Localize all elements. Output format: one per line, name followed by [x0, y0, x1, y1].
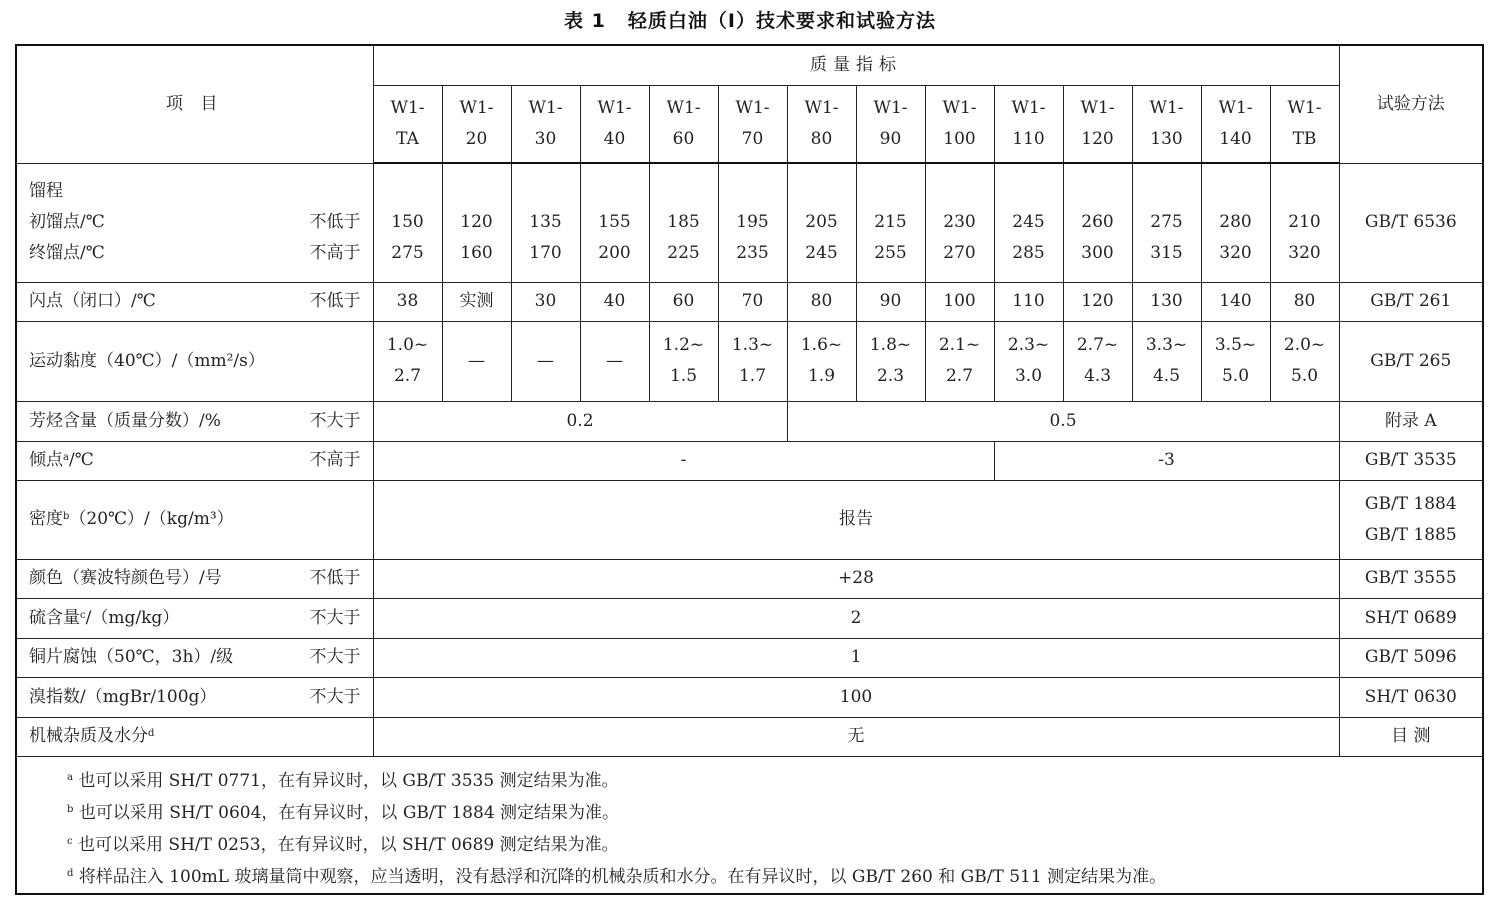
pour-method: GB/T 3535: [1339, 441, 1483, 480]
distillation-value-cell: [1132, 163, 1201, 282]
viscosity-min: 1.6~: [800, 335, 843, 355]
color-value: +28: [373, 559, 1339, 598]
flash-value: 60: [649, 282, 718, 321]
ibp-label: 初馏点/℃: [29, 212, 105, 232]
density-method-2: GB/T 1885: [1364, 524, 1457, 545]
viscosity-max: 2.3: [876, 366, 905, 386]
fbp-value: 320: [1288, 243, 1321, 264]
footnotes-row: [16, 756, 1483, 894]
viscosity-max: 1.5: [669, 366, 698, 386]
grade-header-cell: [1201, 85, 1270, 163]
flash-value: 100: [925, 282, 994, 321]
distillation-value-cell: [787, 163, 856, 282]
grade-code: 90: [879, 128, 902, 149]
aromatics-label: 芳烃含量（质量分数）/%: [29, 410, 221, 431]
footnote-text: 也可以采用 SH/T 0771，在有异议时，以 GB/T 3535 测定结果为准。: [78, 770, 619, 791]
pour-label: 倾点: [29, 450, 63, 470]
footnote-text: 将样品注入 100mL 玻璃量筒中观察，应当透明，没有悬浮和沉降的机械杂质和水分。在有异议时，以 GB/T 260 和 GB/T 511 测定结果为准。: [78, 866, 1167, 887]
grade-prefix: W1-: [597, 97, 632, 118]
footnote-item: [67, 829, 1482, 861]
copper-value: 1: [373, 638, 1339, 677]
viscosity-min: 1.3~: [731, 335, 774, 355]
viscosity-value-cell: [787, 321, 856, 401]
fbp-value: 235: [736, 243, 769, 264]
grade-code: TA: [396, 128, 419, 149]
sulfur-method: SH/T 0689: [1339, 598, 1483, 638]
density-row: [16, 480, 1483, 559]
distillation-value-cell: [580, 163, 649, 282]
density-label-cell: [16, 480, 373, 559]
ibp-value: 120: [460, 212, 493, 233]
grade-header-cell: [511, 85, 580, 163]
ibp-value: 210: [1288, 212, 1321, 233]
grade-code: 70: [741, 128, 764, 149]
distillation-value-cell: [1063, 163, 1132, 282]
pour-limit: 不高于: [309, 450, 361, 470]
grade-code: 140: [1219, 128, 1252, 149]
fbp-value: 320: [1219, 243, 1252, 264]
fbp-value: 315: [1150, 243, 1183, 264]
grade-header-cell: [1270, 85, 1339, 163]
viscosity-value-cell: [1063, 321, 1132, 401]
viscosity-value-cell: [511, 321, 580, 401]
fbp-value: 300: [1081, 243, 1114, 264]
viscosity-dash: —: [537, 350, 554, 371]
grade-code: 60: [672, 128, 695, 149]
viscosity-value-cell: [373, 321, 442, 401]
fbp-value: 200: [598, 243, 631, 264]
aromatics-method: 附录 A: [1339, 401, 1483, 441]
viscosity-label-cell: [16, 321, 373, 401]
viscosity-min: 2.3~: [1007, 335, 1050, 355]
flash-value: 38: [373, 282, 442, 321]
distillation-value-cell: [925, 163, 994, 282]
distillation-value-cell: [442, 163, 511, 282]
grade-prefix: W1-: [1080, 97, 1115, 118]
bromine-label-cell: [16, 677, 373, 717]
viscosity-dash: —: [468, 350, 485, 371]
viscosity-method: GB/T 265: [1339, 321, 1483, 401]
viscosity-value-cell: [442, 321, 511, 401]
grade-header-cell: [787, 85, 856, 163]
viscosity-value-cell: [1132, 321, 1201, 401]
flash-label: 闪点（闭口）/℃: [29, 291, 156, 311]
viscosity-value-cell: [1201, 321, 1270, 401]
fbp-label: 终馏点/℃: [29, 243, 105, 263]
pour-value-a: -: [373, 441, 994, 480]
viscosity-value-cell: [925, 321, 994, 401]
flash-value: 实测: [442, 282, 511, 321]
aromatics-value-a: 0.2: [373, 401, 787, 441]
bromine-row: [16, 677, 1483, 717]
grade-prefix: W1-: [804, 97, 839, 118]
ibp-value: 195: [736, 212, 769, 233]
grade-header-cell: [718, 85, 787, 163]
copper-limit: 不大于: [309, 647, 361, 667]
sulfur-value: 2: [373, 598, 1339, 638]
footnote-mark: a: [67, 771, 73, 783]
pour-footnote-mark: a: [63, 452, 69, 463]
fbp-value: 170: [529, 243, 562, 264]
flash-value: 80: [787, 282, 856, 321]
ibp-limit: 不低于: [309, 212, 361, 232]
grade-prefix: W1-: [1011, 97, 1046, 118]
grade-code: 30: [534, 128, 557, 149]
table-number: 表 1: [564, 10, 606, 32]
distillation-value-cell: [1201, 163, 1270, 282]
viscosity-min: 3.5~: [1214, 335, 1257, 355]
grade-header-cell: [373, 85, 442, 163]
quality-header: 质量指标: [373, 45, 1339, 85]
copper-method: GB/T 5096: [1339, 638, 1483, 677]
viscosity-value-cell: [1270, 321, 1339, 401]
ibp-value: 230: [943, 212, 976, 233]
sulfur-label-cell: [16, 598, 373, 638]
fbp-value: 160: [460, 243, 493, 264]
grade-header-cell: [994, 85, 1063, 163]
sulfur-label: 硫含量: [29, 607, 80, 628]
viscosity-row: [16, 321, 1483, 401]
density-method: [1339, 480, 1483, 559]
distillation-label-cell: [16, 163, 373, 282]
grade-header-cell: [1063, 85, 1132, 163]
pour-point-row: [16, 441, 1483, 480]
grade-code: 120: [1081, 128, 1114, 149]
method-header: 试验方法: [1339, 45, 1483, 163]
grade-prefix: W1-: [459, 97, 494, 118]
flash-value: 40: [580, 282, 649, 321]
fbp-value: 275: [391, 243, 424, 264]
fbp-value: 270: [943, 243, 976, 264]
grade-code: 80: [810, 128, 833, 149]
grade-header-cell: [580, 85, 649, 163]
flash-limit: 不低于: [309, 291, 361, 311]
table-title-text: 轻质白油（Ⅰ）技术要求和试验方法: [627, 10, 936, 32]
pour-label-cell: [16, 441, 373, 480]
distillation-value-cell: [511, 163, 580, 282]
ibp-value: 260: [1081, 212, 1114, 233]
footnote-item: [67, 797, 1482, 829]
flash-value: 70: [718, 282, 787, 321]
aromatics-label-cell: [16, 401, 373, 441]
fbp-value: 225: [667, 243, 700, 264]
viscosity-dash: —: [606, 350, 623, 371]
fbp-value: 285: [1012, 243, 1045, 264]
sulfur-footnote-mark: c: [80, 609, 86, 621]
distillation-method: GB/T 6536: [1339, 163, 1483, 282]
ibp-value: 150: [391, 212, 424, 233]
bromine-value: 100: [373, 677, 1339, 717]
viscosity-min: 3.3~: [1145, 335, 1188, 355]
color-label: 颜色（赛波特颜色号）/号: [29, 568, 222, 588]
density-label: 密度: [29, 509, 63, 529]
grade-prefix: W1-: [1218, 97, 1253, 118]
ibp-value: 155: [598, 212, 631, 233]
grade-prefix: W1-: [1287, 97, 1322, 118]
aromatics-value-b: 0.5: [787, 401, 1339, 441]
grade-code: 110: [1012, 128, 1045, 149]
grade-code: 130: [1150, 128, 1183, 149]
distillation-value-cell: [649, 163, 718, 282]
impurities-footnote-mark: d: [148, 728, 155, 739]
color-method: GB/T 3555: [1339, 559, 1483, 598]
grade-code: 100: [943, 128, 976, 149]
grade-header-cell: [649, 85, 718, 163]
grade-header-cell: [856, 85, 925, 163]
bromine-method: SH/T 0630: [1339, 677, 1483, 717]
viscosity-max: 4.5: [1152, 366, 1181, 386]
flash-method: GB/T 261: [1339, 282, 1483, 321]
viscosity-min: 1.8~: [869, 335, 912, 355]
density-footnote-mark: b: [63, 511, 70, 522]
flash-value: 130: [1132, 282, 1201, 321]
copper-label-cell: [16, 638, 373, 677]
viscosity-max: 2.7: [393, 366, 422, 386]
footnote-mark: c: [67, 835, 73, 847]
impurities-label: 机械杂质及水分: [29, 726, 148, 746]
flash-value: 80: [1270, 282, 1339, 321]
copper-label: 铜片腐蚀（50℃，3h）/级: [29, 647, 234, 667]
viscosity-min: 2.0~: [1283, 335, 1326, 355]
distillation-value-cell: [718, 163, 787, 282]
color-limit: 不低于: [309, 568, 361, 588]
distillation-value-cell: [994, 163, 1063, 282]
footnote-text: 也可以采用 SH/T 0253，在有异议时，以 SH/T 0689 测定结果为准。: [78, 834, 619, 855]
grade-prefix: W1-: [873, 97, 908, 118]
ibp-value: 205: [805, 212, 838, 233]
viscosity-min: 2.1~: [938, 335, 981, 355]
color-row: [16, 559, 1483, 598]
flash-value: 140: [1201, 282, 1270, 321]
viscosity-max: 2.7: [945, 366, 974, 386]
viscosity-label: 运动黏度（40℃）/（mm²/s）: [29, 350, 265, 371]
distillation-value-cell: [856, 163, 925, 282]
header-row-1: [16, 45, 1483, 85]
distillation-row: [16, 163, 1483, 282]
viscosity-min: 1.2~: [662, 335, 705, 355]
viscosity-max: 5.0: [1290, 366, 1319, 386]
item-header: 项 目: [16, 45, 373, 163]
footnote-text: 也可以采用 SH/T 0604，在有异议时，以 GB/T 1884 测定结果为准。: [78, 802, 620, 823]
spec-table: [15, 44, 1484, 895]
flash-value: 30: [511, 282, 580, 321]
ibp-value: 245: [1012, 212, 1045, 233]
color-label-cell: [16, 559, 373, 598]
ibp-value: 275: [1150, 212, 1183, 233]
grade-prefix: W1-: [942, 97, 977, 118]
viscosity-value-cell: [649, 321, 718, 401]
density-unit: （20℃）/（kg/m³）: [69, 509, 234, 529]
flash-value: 120: [1063, 282, 1132, 321]
footnotes: [16, 756, 1483, 894]
distillation-value-cell: [1270, 163, 1339, 282]
fbp-limit: 不高于: [309, 243, 361, 263]
grade-header-cell: [1132, 85, 1201, 163]
distillation-value-cell: [373, 163, 442, 282]
footnote-mark: d: [67, 867, 74, 879]
distillation-label: 馏程: [29, 181, 63, 201]
footnote-item: [67, 861, 1482, 893]
table-title: [0, 6, 1500, 33]
flash-value: 110: [994, 282, 1063, 321]
fbp-value: 255: [874, 243, 907, 264]
viscosity-min: 1.0~: [386, 335, 429, 355]
ibp-value: 185: [667, 212, 700, 233]
grade-prefix: W1-: [666, 97, 701, 118]
sulfur-unit: /（mg/kg）: [85, 607, 180, 628]
viscosity-value-cell: [856, 321, 925, 401]
viscosity-max: 1.7: [738, 366, 767, 386]
grade-prefix: W1-: [1149, 97, 1184, 118]
viscosity-value-cell: [718, 321, 787, 401]
flash-point-row: [16, 282, 1483, 321]
fbp-value: 245: [805, 243, 838, 264]
density-value: 报告: [373, 480, 1339, 559]
sulfur-row: [16, 598, 1483, 638]
grade-code: TB: [1292, 128, 1317, 149]
ibp-value: 215: [874, 212, 907, 233]
viscosity-max: 5.0: [1221, 366, 1250, 386]
grade-prefix: W1-: [735, 97, 770, 118]
aromatics-row: [16, 401, 1483, 441]
footnote-item: [67, 765, 1482, 797]
ibp-value: 280: [1219, 212, 1252, 233]
viscosity-value-cell: [994, 321, 1063, 401]
bromine-label: 溴指数/（mgBr/100g）: [29, 686, 217, 707]
impurities-row: [16, 717, 1483, 756]
grade-prefix: W1-: [390, 97, 425, 118]
grade-prefix: W1-: [528, 97, 563, 118]
impurities-value: 无: [373, 717, 1339, 756]
grade-code: 20: [465, 128, 488, 149]
flash-value: 90: [856, 282, 925, 321]
pour-value-b: -3: [994, 441, 1339, 480]
viscosity-value-cell: [580, 321, 649, 401]
viscosity-max: 4.3: [1083, 366, 1112, 386]
impurities-label-cell: [16, 717, 373, 756]
grade-code: 40: [603, 128, 626, 149]
copper-row: [16, 638, 1483, 677]
aromatics-limit: 不大于: [309, 410, 361, 431]
viscosity-min: 2.7~: [1076, 335, 1119, 355]
flash-label-cell: [16, 282, 373, 321]
grade-header-cell: [442, 85, 511, 163]
sulfur-limit: 不大于: [309, 607, 361, 628]
bromine-limit: 不大于: [309, 686, 361, 707]
viscosity-max: 1.9: [807, 366, 836, 386]
viscosity-max: 3.0: [1014, 366, 1043, 386]
density-method-1: GB/T 1884: [1364, 493, 1457, 514]
ibp-value: 135: [529, 212, 562, 233]
impurities-method: 目 测: [1339, 717, 1483, 756]
grade-header-cell: [925, 85, 994, 163]
footnote-mark: b: [67, 803, 74, 815]
pour-unit: /℃: [68, 450, 94, 470]
